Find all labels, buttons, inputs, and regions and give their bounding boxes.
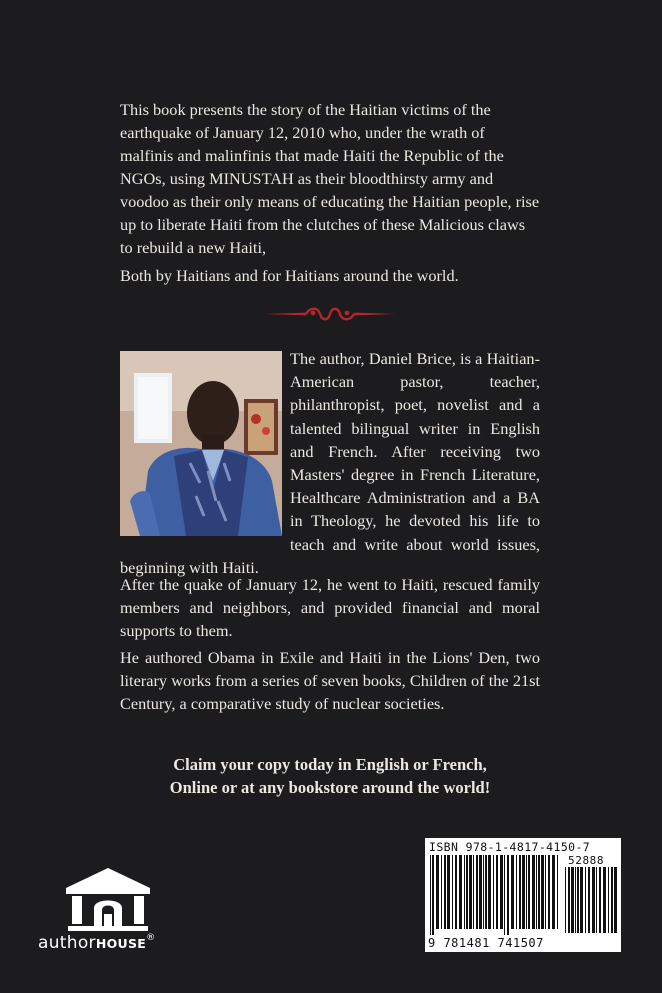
barcode-bar: [528, 855, 530, 929]
barcode-bar: [532, 855, 535, 929]
barcode-bar: [441, 855, 442, 929]
barcode-bar: [473, 855, 474, 929]
publisher-name: [38, 933, 178, 953]
barcode-bar: [603, 867, 606, 933]
author-bio-paragraph-2: After the quake of January 12, he went to Haiti, rescued family members and neighbors, and provided financial and moral supports to them.: [120, 575, 540, 641]
barcode-bar: [552, 855, 555, 929]
isbn-label: ISBN 978-1-4817-4150-7: [429, 840, 591, 854]
ornament-divider: [262, 305, 398, 323]
barcode-bar: [436, 855, 439, 929]
barcode-bar: [580, 867, 583, 933]
publisher-name-part-1: author: [38, 933, 96, 953]
barcode-bar: [571, 867, 574, 933]
barcode-bar: [557, 855, 558, 929]
barcode-bar: [444, 855, 446, 929]
barcode-bar: [577, 867, 579, 933]
call-to-action-line-2: Online or at any bookstore around the world!: [169, 778, 491, 797]
barcode-bar: [511, 855, 514, 929]
registered-mark: ®: [146, 933, 156, 943]
barcode-bar: [500, 855, 503, 929]
barcode-addon-bars: [565, 867, 617, 939]
barcode-bar: [488, 855, 491, 929]
call-to-action-line-1: Claim your copy today in English or French,: [173, 755, 487, 774]
barcode-bar: [469, 855, 472, 929]
barcode-bar: [516, 855, 517, 929]
publisher-name-part-2: HOUSE: [95, 936, 147, 951]
barcode-bar: [476, 855, 478, 929]
barcode-bar: [496, 855, 498, 929]
barcode-bar: [575, 867, 576, 933]
barcode-bar: [565, 867, 566, 933]
barcode-bar: [493, 855, 494, 929]
barcode-bar: [430, 855, 431, 935]
barcode-bar: [596, 867, 597, 933]
barcode-bar: [611, 867, 613, 933]
barcode-bar: [432, 855, 434, 935]
description-paragraph-2: Both by Haitians and for Haitians around the world.: [120, 266, 459, 285]
barcode-bar: [522, 855, 525, 929]
barcode-bar: [541, 855, 544, 929]
ean-digits: 9 781481 741507: [428, 936, 544, 950]
description-paragraph-1: This book presents the story of the Haitian victims of the earthquake of January 12, 2010 who, under the wrath of malfinis and malinfinis that made Haiti the Republic of the NGOs, using MINUSTAH as their bloodthirsty army and voodoo as their only means of educating the Haitian people, rise up to liberate Haiti from the clutches of these Malicious claws to rebuild a new Haiti,: [120, 100, 540, 257]
barcode-bar: [507, 855, 509, 935]
barcode-bar: [479, 855, 482, 929]
barcode-bar: [568, 867, 570, 933]
barcode-bar: [519, 855, 521, 929]
barcode-bar: [585, 867, 586, 933]
barcode-bar: [526, 855, 527, 929]
barcode-bar: [536, 855, 537, 929]
author-bio-paragraph-1: The author, Daniel Brice, is a Haitian-American pastor, teacher, philanthropist, poet, novelist and a talented bilingual writer in English and French. After receiving two Masters' degree in French Literature, Healthcare Administration and a BA in Theology, he devoted his life to teach and write about world issues, beginning with Haiti.: [120, 349, 540, 577]
barcode-bar: [447, 855, 450, 929]
barcode-bar: [504, 855, 505, 935]
barcode-bar: [485, 855, 487, 929]
barcode-bar: [464, 855, 465, 929]
barcode-bar: [588, 867, 590, 933]
barcode-main-bars: [430, 855, 560, 935]
barcode-bar: [545, 855, 546, 929]
barcode-bar: [548, 855, 550, 929]
barcode-addon-code: 52888: [568, 854, 605, 867]
barcode-bar: [599, 867, 601, 933]
barcode-bar: [538, 855, 540, 929]
author-bio-paragraph-3: He authored Obama in Exile and Haiti in the Lions' Den, two literary works from a series of seven books, Children of the 21st Century, a comparative study of nuclear societies.: [120, 648, 540, 714]
barcode-bar: [614, 867, 617, 933]
barcode-bar: [452, 855, 453, 929]
barcode-bar: [608, 867, 609, 933]
barcode-bar: [466, 855, 468, 929]
barcode-bar: [483, 855, 484, 929]
barcode-bar: [455, 855, 457, 929]
barcode-bar: [592, 867, 595, 933]
barcode-bar: [459, 855, 462, 929]
call-to-action: [100, 753, 560, 799]
